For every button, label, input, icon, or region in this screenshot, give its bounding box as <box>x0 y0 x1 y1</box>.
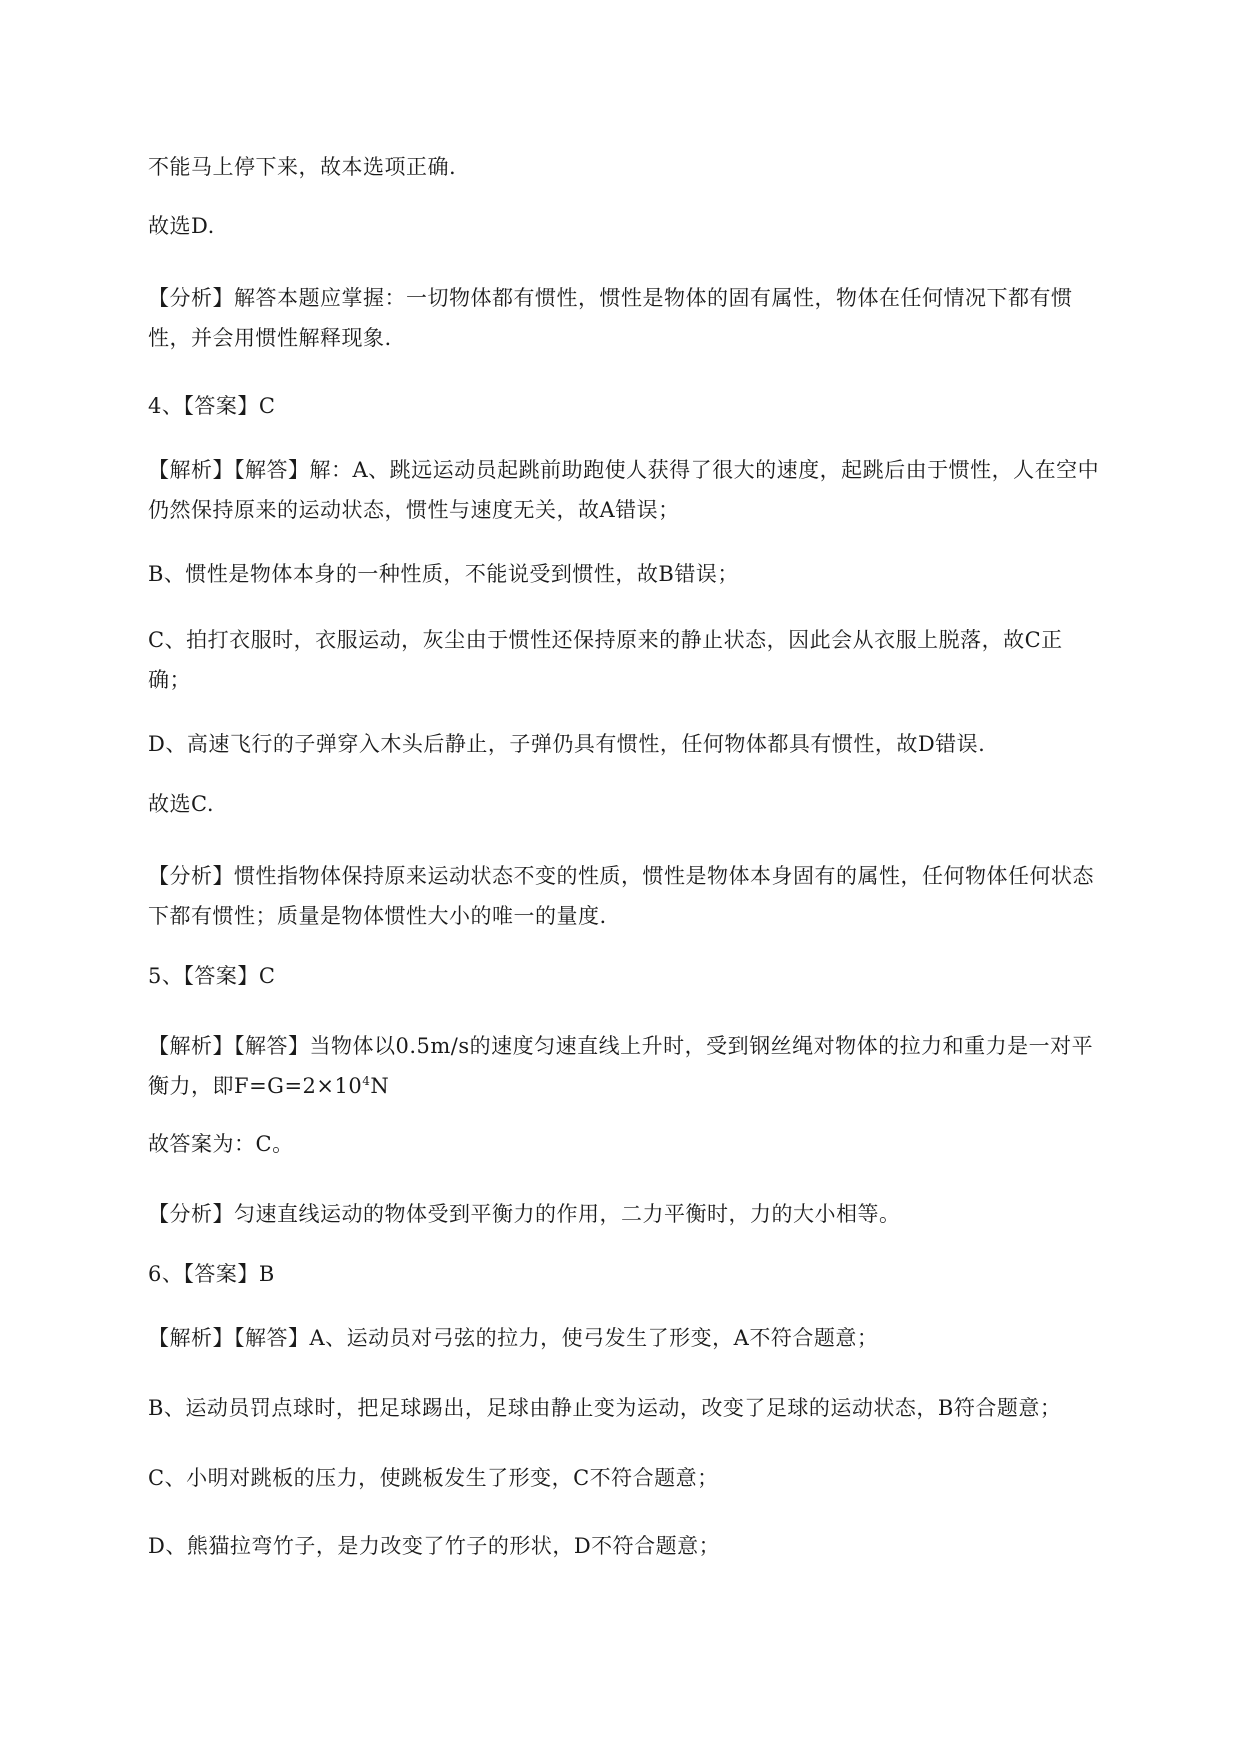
text-line: 故答案为：C。 <box>148 1132 294 1156</box>
text-line: 故选C. <box>148 792 214 816</box>
formula-exponent: 4 <box>362 1074 371 1088</box>
document-page <box>148 0 1148 1754</box>
text-line: C、拍打衣服时，衣服运动，灰尘由于惯性还保持原来的静止状态，因此会从衣服上脱落，故C正 <box>148 628 1063 652</box>
text-line: B、运动员罚点球时，把足球踢出，足球由静止变为运动，改变了足球的运动状态，B符合题意； <box>148 1396 1062 1420</box>
text-line: C、小明对跳板的压力，使跳板发生了形变，C不符合题意； <box>148 1466 719 1490</box>
formula-unit: N <box>370 1074 390 1098</box>
text-line: 【分析】惯性指物体保持原来运动状态不变的性质，惯性是物体本身固有的属性，任何物体任何状态 <box>148 864 1094 888</box>
text-line: 性，并会用惯性解释现象. <box>148 326 392 350</box>
text-line: D、熊猫拉弯竹子，是力改变了竹子的形状，D不符合题意； <box>148 1534 721 1558</box>
text-line: 4、【答案】C <box>148 394 276 418</box>
text-line: 故选D. <box>148 214 215 238</box>
text-line: 【分析】解答本题应掌握：一切物体都有惯性，惯性是物体的固有属性，物体在任何情况下都有惯 <box>148 286 1073 310</box>
text-line: 5、【答案】C <box>148 964 276 988</box>
text-line: 【解析】【解答】解：A、跳远运动员起跳前助跑使人获得了很大的速度，起跳后由于惯性，人在空中 <box>148 458 1100 482</box>
formula-base: 衡力，即F=G=2×10 <box>148 1074 363 1098</box>
text-line: 【分析】匀速直线运动的物体受到平衡力的作用，二力平衡时，力的大小相等。 <box>148 1202 901 1226</box>
text-line: D、高速飞行的子弹穿入木头后静止，子弹仍具有惯性，任何物体都具有惯性，故D错误. <box>148 732 986 756</box>
formula-line <box>148 1072 389 1100</box>
text-line: 6、【答案】B <box>148 1262 275 1286</box>
text-line: 下都有惯性；质量是物体惯性大小的唯一的量度. <box>148 904 607 928</box>
text-line: 【解析】【解答】A、运动员对弓弦的拉力，使弓发生了形变，A不符合题意； <box>148 1326 879 1350</box>
text-line: 仍然保持原来的运动状态，惯性与速度无关，故A错误； <box>148 498 680 522</box>
text-line: B、惯性是物体本身的一种性质，不能说受到惯性，故B错误； <box>148 562 739 586</box>
text-line: 【解析】【解答】当物体以0.5m/s的速度匀速直线上升时，受到钢丝绳对物体的拉力和重力是一对平 <box>148 1034 1094 1058</box>
text-line: 不能马上停下来，故本选项正确. <box>148 155 457 179</box>
text-line: 确； <box>148 668 191 692</box>
